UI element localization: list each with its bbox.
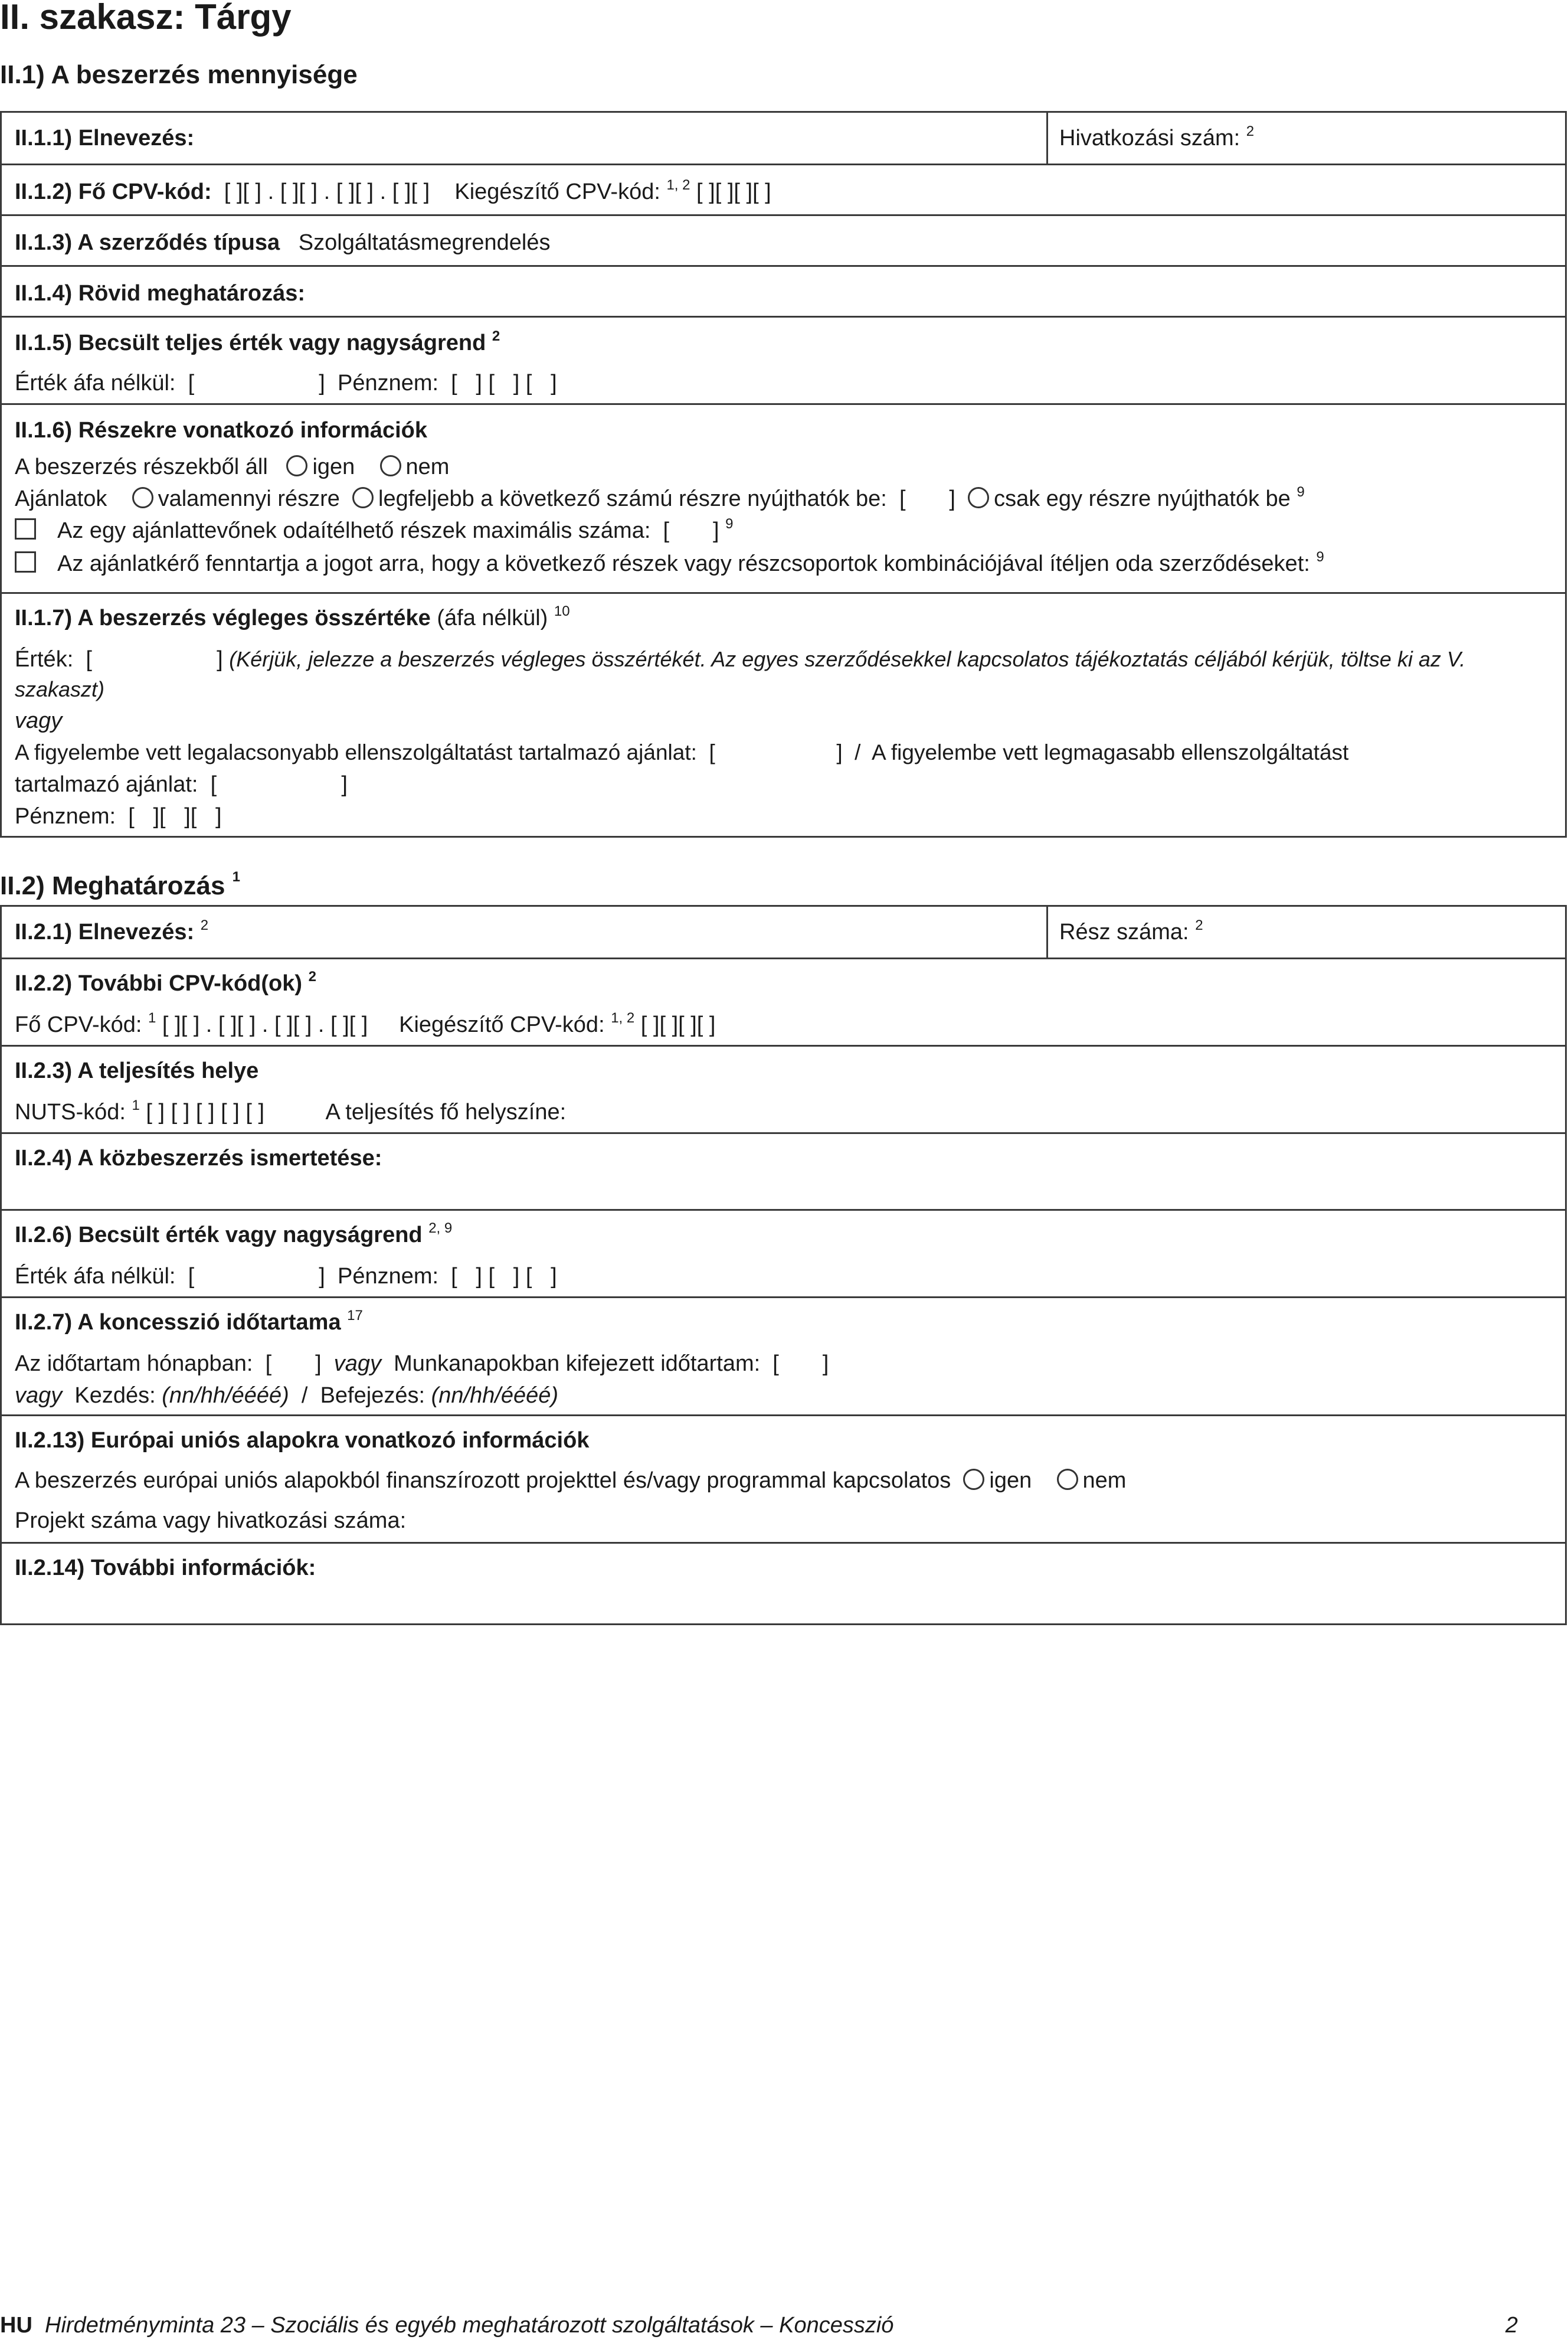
- row-ii-2-6: [2, 1209, 1565, 1296]
- label-ii-1-5: II.1.5) Becsült teljes érték vagy nagyságrend $^2$: [15, 328, 500, 355]
- row-ii-2-4: [2, 1132, 1565, 1209]
- label-ii-2-7: II.2.7) A koncesszió időtartama $^{17}$: [15, 1308, 363, 1335]
- table-ii1: [0, 111, 1567, 838]
- radio-eu-no[interactable]: [1057, 1469, 1078, 1490]
- label-ii-2-1: II.2.1) Elnevezés: $^2$: [15, 917, 209, 945]
- eu-funds-line: A beszerzés európai uniós alapokból finanszírozott projekttel és/vagy programmal kapcsolatos igen nem: [15, 1468, 1127, 1493]
- row-ii-2-14: [2, 1542, 1565, 1627]
- lowest-highest-line: A figyelembe vett legalacsonyabb ellenszolgáltatást tartalmazó ajánlat: [ ] / A figyelembe vett legmagasabb ellenszolgáltatást: [15, 740, 1349, 764]
- estimated-value-line-2: Érték áfa nélkül: [ ] Pénznem: [ ] [ ] [ ]: [15, 1264, 557, 1289]
- radio-lots-no[interactable]: [380, 455, 401, 476]
- highest-offer-cont: tartalmazó ajánlat: [ ]: [15, 772, 348, 797]
- row-ii-2-7: [2, 1296, 1565, 1414]
- max-lots-label: Az egy ajánlattevőnek odaítélhető részek maximális száma: [ ] $^9$: [57, 516, 734, 543]
- row-ii-2-13: [2, 1414, 1565, 1542]
- label-ii-2-3: II.2.3) A teljesítés helye: [15, 1058, 259, 1083]
- label-ii-1-6: II.1.6) Részekre vonatkozó információk: [15, 418, 428, 443]
- page-footer: [0, 2313, 893, 2338]
- footer-lang: HU: [0, 2313, 32, 2338]
- section-title: II. szakasz: Tárgy: [0, 0, 292, 37]
- footer-text: Hirdetményminta 23 – Szociális és egyéb meghatározott szolgáltatások – Koncesszió: [45, 2313, 894, 2338]
- page-number: 2: [1505, 2313, 1518, 2338]
- label-ii-1-1: II.1.1) Elnevezés:: [15, 126, 195, 151]
- lots-line: A beszerzés részekből áll igen nem: [15, 455, 450, 479]
- start-end-line: vagy Kezdés: (nn/hh/éééé) / Befejezés: (nn/hh/éééé): [15, 1383, 559, 1408]
- radio-offers-max[interactable]: [352, 487, 374, 508]
- label-ii-2-4: II.2.4) A közbeszerzés ismertetése:: [15, 1146, 382, 1171]
- main-cpv-line: II.1.2) Fő CPV-kód: [ ][ ] . [ ][ ] . [ ][ ] . [ ][ ] Kiegészítő CPV-kód: $^{1, 2}$ [ ][ ][ ][ ]: [15, 177, 771, 204]
- row-ii-2-2: [2, 958, 1565, 1045]
- final-value-line: Érték: [ ] (Kérjük, jelezze a beszerzés végleges összértékét. Az egyes szerződésekkel kapcsolatos tájékoztatás céljából kérjük, töltse ki az V.: [15, 647, 1466, 672]
- subsection-heading-ii1: II.1) A beszerzés mennyisége: [0, 60, 358, 89]
- row-ii-2-3: [2, 1045, 1565, 1132]
- contract-type-line: II.1.3) A szerződés típusa Szolgáltatásmegrendelés: [15, 230, 551, 255]
- additional-cpv-line: Fő CPV-kód: $^1$ [ ][ ] . [ ][ ] . [ ][ ] . [ ][ ] Kiegészítő CPV-kód: $^{1, 2}$ [ ][ ][ ][ ]: [15, 1010, 716, 1037]
- checkbox-max-lots[interactable]: [15, 518, 36, 540]
- project-number-label: Projekt száma vagy hivatkozási száma:: [15, 1508, 407, 1533]
- row-ii-1-6: [2, 403, 1565, 592]
- reference-number-label: Hivatkozási szám: $^2$: [1059, 123, 1255, 151]
- row-ii-1-5: [2, 316, 1565, 403]
- table-ii2: [0, 905, 1567, 1625]
- row-ii-1-1: [2, 113, 1565, 164]
- offers-line: Ajánlatok valamennyi részre legfeljebb a következő számú részre nyújthatók be: [ ] csak egy részre nyújthatók be $^9$: [15, 484, 1305, 511]
- subsection-heading-ii2: II.2) Meghatározás $^1$: [0, 869, 241, 900]
- final-value-note-cont: szakaszt): [15, 677, 105, 701]
- label-ii-1-4: II.1.4) Rövid meghatározás:: [15, 281, 306, 306]
- row-ii-1-4: [2, 265, 1565, 316]
- checkbox-combination[interactable]: [15, 551, 36, 573]
- label-ii-2-13: II.2.13) Európai uniós alapokra vonatkozó információk: [15, 1428, 590, 1453]
- radio-lots-yes[interactable]: [286, 455, 307, 476]
- row-ii-1-3: [2, 214, 1565, 265]
- row-ii-1-2: [2, 164, 1565, 214]
- currency-line: Pénznem: [ ][ ][ ]: [15, 804, 222, 829]
- label-ii-2-6: II.2.6) Becsült érték vagy nagyságrend $^{2, 9}$: [15, 1220, 453, 1247]
- estimated-value-line: Érték áfa nélkül: [ ] Pénznem: [ ] [ ] [ ]: [15, 371, 557, 396]
- label-ii-2-2: II.2.2) További CPV-kód(ok) $^2$: [15, 969, 316, 996]
- row-ii-2-1: [2, 907, 1565, 958]
- lot-number-label: Rész száma: $^2$: [1059, 917, 1203, 945]
- label-ii-2-14: II.2.14) További információk:: [15, 1556, 316, 1580]
- duration-line: Az időtartam hónapban: [ ] vagy Munkanapokban kifejezett időtartam: [ ]: [15, 1351, 829, 1376]
- or-label: vagy: [15, 708, 63, 733]
- radio-offers-one[interactable]: [968, 487, 989, 508]
- row-ii-1-7: [2, 592, 1565, 839]
- label-ii-1-7: II.1.7) A beszerzés végleges összértéke (áfa nélkül) $^{10}$: [15, 603, 570, 630]
- combination-label: Az ajánlatkérő fenntartja a jogot arra, hogy a következő részek vagy részcsoportok kombinációjával ítéljen oda szerződéseket: $^9$: [57, 549, 1324, 576]
- radio-offers-all[interactable]: [132, 487, 153, 508]
- radio-eu-yes[interactable]: [963, 1469, 984, 1490]
- nuts-line: NUTS-kód: $^1$ [ ] [ ] [ ] [ ] [ ] A teljesítés fő helyszíne:: [15, 1097, 567, 1125]
